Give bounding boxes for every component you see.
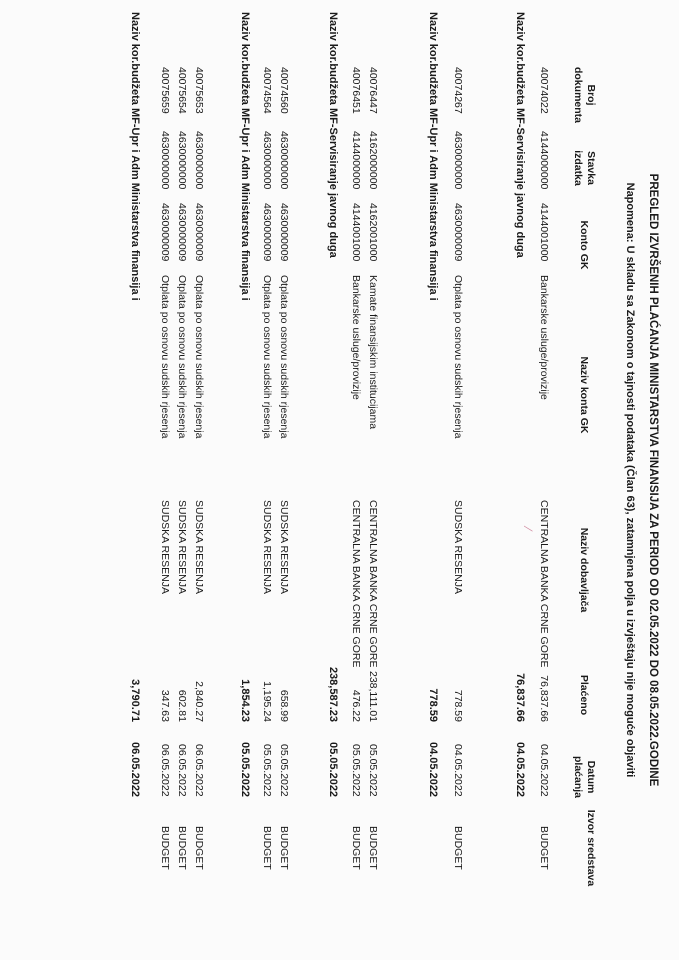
cell-konto-gk: 4162001000 bbox=[367, 203, 379, 262]
cell-broj-dokumenta: 40074564 bbox=[261, 67, 273, 114]
section-label: Naziv kor.budžeta MF-Servisiranje javnog duga bbox=[327, 12, 339, 258]
cell-naziv-dobavljaca: CENTRALNA BANKA CRNE GORE bbox=[367, 500, 379, 668]
header-stavka-izdatka: Stavka izdatka bbox=[572, 150, 597, 186]
cell-konto-gk: 4630000009 bbox=[159, 203, 171, 262]
cell-naziv-konta: Otplata po osnovu sudskih rjesenja bbox=[278, 275, 290, 439]
cell-stavka-izdatka: 4630000000 bbox=[278, 131, 290, 190]
cell-broj-dokumenta: 40076451 bbox=[350, 67, 362, 114]
cell-broj-dokumenta: 40075653 bbox=[193, 67, 205, 114]
cell-placeno: 238,111.01 bbox=[367, 671, 379, 722]
cell-datum-placanja: 05.05.2022 bbox=[261, 744, 273, 797]
header-naziv-konta: Naziv konta GK bbox=[578, 356, 590, 434]
cell-stavka-izdatka: 4144000000 bbox=[350, 131, 362, 190]
cell-izvor-sredstava: BUDGET bbox=[350, 826, 362, 870]
cell-placeno: 76,837.66 bbox=[538, 675, 550, 722]
header-konto-gk: Konto GK bbox=[578, 220, 590, 270]
cell-naziv-konta: Otplata po osnovu sudskih rjesenja bbox=[452, 275, 464, 439]
cell-izvor-sredstava: BUDGET bbox=[193, 826, 205, 870]
cell-konto-gk: 4630000009 bbox=[452, 203, 464, 262]
cell-datum-placanja: 05.05.2022 bbox=[367, 744, 379, 797]
cell-konto-gk: 4630000009 bbox=[278, 203, 290, 262]
cell-broj-dokumenta: 40075654 bbox=[176, 67, 188, 114]
cell-placeno: 778.59 bbox=[452, 689, 464, 722]
section-label: Naziv kor.budžeta MF-Upr i Adm Ministarstva finansija i bbox=[239, 12, 251, 301]
cell-izvor-sredstava: BUDGET bbox=[367, 826, 379, 870]
cell-datum-placanja: 06.05.2022 bbox=[159, 744, 171, 797]
cell-placeno: 1,195.24 bbox=[261, 681, 273, 722]
cell-placeno: 602.81 bbox=[176, 689, 188, 722]
cell-stavka-izdatka: 4162000000 bbox=[367, 131, 379, 190]
cell-stavka-izdatka: 4630000000 bbox=[193, 131, 205, 190]
cell-konto-gk: 4144001000 bbox=[538, 203, 550, 262]
cell-stavka-izdatka: 4630000000 bbox=[176, 131, 188, 190]
cell-konto-gk: 4630000009 bbox=[193, 203, 205, 262]
cell-broj-dokumenta: 40075659 bbox=[159, 67, 171, 114]
cell-datum-placanja: 05.05.2022 bbox=[278, 744, 290, 797]
section-total-date: 04.05.2022 bbox=[514, 742, 526, 798]
cell-stavka-izdatka: 4144000000 bbox=[538, 131, 550, 190]
cell-naziv-dobavljaca: SUDSKA RESENJA bbox=[176, 500, 188, 594]
cell-izvor-sredstava: BUDGET bbox=[159, 826, 171, 870]
section-total-amount: 778.59 bbox=[427, 688, 439, 722]
section-total-date: 05.05.2022 bbox=[239, 742, 251, 798]
section-total-date: 05.05.2022 bbox=[327, 742, 339, 798]
cell-placeno: 347.63 bbox=[159, 689, 171, 722]
cell-naziv-konta: Bankarske usluge/provizije bbox=[350, 275, 362, 400]
header-izvor-sredstava: Izvor sredstava bbox=[585, 809, 597, 887]
cell-stavka-izdatka: 4630000000 bbox=[159, 131, 171, 190]
cell-stavka-izdatka: 4630000000 bbox=[261, 131, 273, 190]
cell-datum-placanja: 04.05.2022 bbox=[452, 744, 464, 797]
section-label: Naziv kor.budžeta MF-Upr i Adm Ministarstva finansija i bbox=[129, 12, 141, 301]
cell-izvor-sredstava: BUDGET bbox=[261, 826, 273, 870]
cell-izvor-sredstava: BUDGET bbox=[278, 826, 290, 870]
cell-broj-dokumenta: 40074267 bbox=[452, 67, 464, 114]
cell-naziv-dobavljaca: SUDSKA RESENJA bbox=[159, 500, 171, 594]
section-total-amount: 238,587.23 bbox=[327, 666, 339, 722]
cell-naziv-konta: Otplata po osnovu sudskih rjesenja bbox=[261, 275, 273, 439]
header-naziv-dobavljaca: Naziv dobavljača bbox=[578, 527, 590, 613]
cell-naziv-konta: Otplata po osnovu sudskih rjesenja bbox=[159, 275, 171, 439]
header-broj-dokumenta: Broj dokumenta bbox=[572, 66, 597, 123]
cell-naziv-konta: Otplata po osnovu sudskih rjesenja bbox=[176, 275, 188, 439]
cell-broj-dokumenta: 40074022 bbox=[538, 67, 550, 114]
cell-placeno: 2,840.27 bbox=[193, 681, 205, 722]
cell-placeno: 658.99 bbox=[278, 689, 290, 722]
cell-datum-placanja: 06.05.2022 bbox=[176, 744, 188, 797]
section-total-amount: 1,854.23 bbox=[239, 679, 251, 722]
cell-konto-gk: 4144001000 bbox=[350, 203, 362, 262]
header-datum-placanja: Datum plaćanja bbox=[572, 755, 597, 799]
section-total-amount: 76,837.66 bbox=[514, 673, 526, 722]
cell-stavka-izdatka: 4630000000 bbox=[452, 131, 464, 190]
cell-naziv-dobavljaca: SUDSKA RESENJA bbox=[261, 500, 273, 594]
cell-naziv-dobavljaca: SUDSKA RESENJA bbox=[452, 500, 464, 594]
cell-datum-placanja: 05.05.2022 bbox=[350, 744, 362, 797]
cell-naziv-dobavljaca: CENTRALNA BANKA CRNE GORE bbox=[350, 500, 362, 668]
page-title: PREGLED IZVRŠENIH PLAĆANJA MINISTARSTVA FINANSIJA ZA PERIOD OD 02.05.2022 DO 08.05.2022.GODINE bbox=[647, 173, 659, 787]
cell-datum-placanja: 06.05.2022 bbox=[193, 744, 205, 797]
handwritten-mark: ⁄ bbox=[521, 528, 535, 531]
cell-naziv-dobavljaca: SUDSKA RESENJA bbox=[193, 500, 205, 594]
cell-konto-gk: 4630000009 bbox=[261, 203, 273, 262]
cell-naziv-konta: Bankarske usluge/provizije bbox=[538, 275, 550, 400]
cell-izvor-sredstava: BUDGET bbox=[452, 826, 464, 870]
cell-naziv-konta: Kamate finansijskim institucijama bbox=[367, 275, 379, 430]
cell-naziv-dobavljaca: SUDSKA RESENJA bbox=[278, 500, 290, 594]
cell-konto-gk: 4630000009 bbox=[176, 203, 188, 262]
section-label: Naziv kor.budžeta MF-Upr i Adm Ministarstva finansija i bbox=[427, 12, 439, 301]
privacy-note: Napomena: U skladu sa Zakonom o tajnosti podataka (Član 63), zatamnjena polja u izvještaju nije moguće objaviti bbox=[624, 182, 636, 778]
section-total-date: 06.05.2022 bbox=[129, 742, 141, 798]
header-placeno: Plaćeno bbox=[578, 674, 590, 716]
cell-placeno: 476.22 bbox=[350, 689, 362, 722]
cell-izvor-sredstava: BUDGET bbox=[176, 826, 188, 870]
cell-naziv-konta: Otplata po osnovu sudskih rjesenja bbox=[193, 275, 205, 439]
cell-broj-dokumenta: 40074560 bbox=[278, 67, 290, 114]
cell-datum-placanja: 04.05.2022 bbox=[538, 744, 550, 797]
section-total-date: 04.05.2022 bbox=[427, 742, 439, 798]
section-label: Naziv kor.budžeta MF-Servisiranje javnog duga bbox=[514, 12, 526, 258]
section-total-amount: 3,790.71 bbox=[129, 679, 141, 722]
cell-naziv-dobavljaca: CENTRALNA BANKA CRNE GORE bbox=[538, 500, 550, 668]
cell-izvor-sredstava: BUDGET bbox=[538, 826, 550, 870]
cell-broj-dokumenta: 40076447 bbox=[367, 67, 379, 114]
